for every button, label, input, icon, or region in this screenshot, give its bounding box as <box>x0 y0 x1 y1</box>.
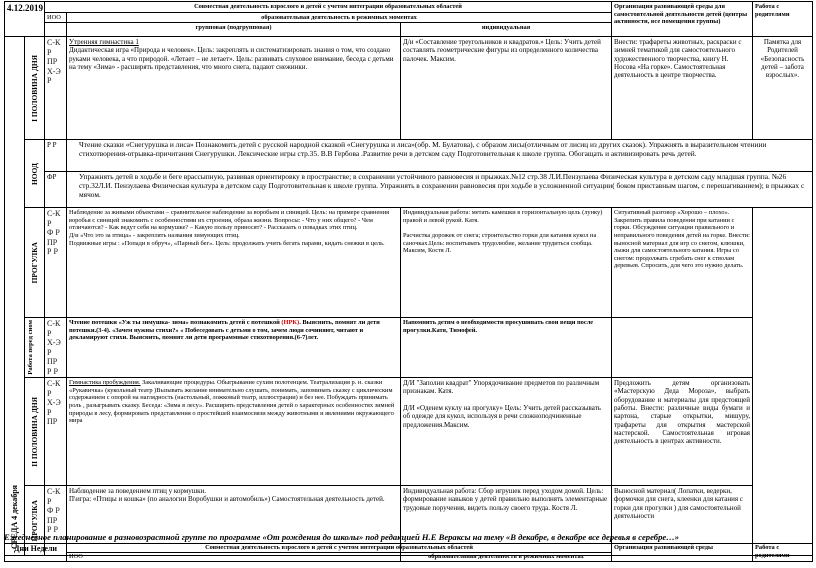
morning-individual: Д/и «Составление треугольников и квадратов.» Цель: Учить детей составлять геометрические фигуры из определенного количества палочек. Максим. <box>401 37 612 140</box>
half1-label: I ПОЛОВИНА ДНЯ <box>30 54 39 122</box>
edu-regime-header: образовательная деятельность в режимных моментах <box>67 12 612 23</box>
morning-codes: С-К Р ПР Х-Э Р <box>45 37 67 140</box>
morning-group-activity <box>67 37 401 140</box>
sleep-env-empty <box>612 318 753 378</box>
weekday-label: СРЕДА 4 декабря <box>10 485 19 550</box>
days-header: Дни Недели <box>5 544 67 562</box>
walk2-label: ПРОГУЛКА <box>30 500 39 542</box>
walk2-group: Наблюдение за поведением птиц у кормушки. П\игра: «Птицы и кошка» (по аналогии Воробушки и автомобиль») Самостоятельная деятельность детей. <box>67 486 401 556</box>
parents-memo: Памятка для Родителей «Безопасность детей – забота взрослых». <box>753 37 813 140</box>
afternoon-environment: Предложить детям организовать «Мастерскую Деда Мороза», выбрать оборудование и материалы для предстоящей работы. Внести: различные виды бумаги и картона, старые открытки, мишуру, трафареты для открытия мастерской мастерской. Самостоятельная игровая деятельность в центрах активности. <box>612 378 753 486</box>
half2-cell <box>25 378 45 486</box>
weekday-cell <box>5 37 25 556</box>
individual-header: индивидуальная <box>401 23 612 37</box>
environment-header: Организация развивающей среды для самостоятельной деятельности детей (центры активности, все помещения группы) <box>612 2 753 37</box>
morning-group-text: Дидактическая игра «Природа и человек». Цель: закреплять и систематизировать знания о том, что создано руками человека, а что природой. «Летает – не летает». Цель: развивать слуховое внимание, беседа с детьми на тему «Зима» - расширять представления, что много снега, падают снежинки. <box>69 46 394 72</box>
ioo-empty <box>45 23 67 37</box>
walk2-individual: Индивидуальная работа: Сбор игрушек перед уходом домой. Цель: формирование навыков у детей правильно выполнять элементарные трудовые поручения, видеть пользу своего труда. Костя Л. <box>401 486 612 556</box>
sleep-codes: С-К Р Х-Э Р ПР Р Р <box>45 318 67 378</box>
joint-activity-header: Совместная деятельность взрослого и детей с учетом интеграции образовательных областей <box>45 2 612 13</box>
header-row-1 <box>5 2 813 13</box>
afternoon-group-text: Закаливающие процедуры. Обыгрывание сухим полотенцем. Театрализация р. н. сказки «Рукавичка» (кукольный театр )Вызывать желание внимательно слушать, понимать, запоминать сказку с циклическим содержанием с опорой на наглядность (настольный, ложковый театр, иллюстрации) и без нее. Побуждать принимать роль , разыгрывать сказку. Беседа: «Зима в лесу». Расширять представления детей о характерных особенностях зимней природы в лесу, формировать представления о простейшей взаимосвязи между животными и явлениями окружающего мира <box>69 379 395 425</box>
footer-joint-header: Совместная деятельность взрослого и детей с учетом интеграции образовательных областей <box>67 544 612 553</box>
group-header: групповая (подгрупповая) <box>67 23 401 37</box>
footer-ioo: ИОО <box>67 553 401 562</box>
nod1-text: Чтение сказки «Снегурушка и лиса» Познакомить детей с русской народной сказкой «Снегурушка и лиса»(обр. М. Булатова), с образом лисы(отличным от лисиц из других сказок). Упражнять в выразительном чтениии стихотворения-отрывка-причитания Снегурушки. Лексические игры стр.35. В.В Гербова .Развитие речи в детском саду Подготовительная к школе группа. Обогащать и активизировать речь детей. <box>67 140 813 172</box>
morning-row <box>5 37 813 140</box>
walk1-group: Наблюдение за живыми объектами – сравнительное наблюдение за воробьем и синицей. Цель: на примере сравнения воробья с синицей знакомить с особенностями их строения, образа жизни. Вопросы: - Что у них общего? - Чем отличаются? - Как ведут себя на кормушке? – Какую пользу приносят? - Рассказать о повадках этих птиц. Д/и «Что это за птица» - закреплять названия зимующих птиц. Подвижные игры : «Попади в обруч», «Парный бег». Цель: продолжать учить бегать парами, кидать снежки в цель. <box>67 208 401 318</box>
planning-table <box>4 1 813 556</box>
walk1-individual: Индивидуальная работа: метать камешки в горизонтальную цель (лунку) правой и левой рукой. Катя. Расчистка дорожек от снега; строительство горки для катания кукол на саночках.Цель: воспитывать трудолюбие, желание трудиться сообща. Максим, Костя Л. <box>401 208 612 318</box>
sleep-label: Работа перед сном <box>27 320 34 375</box>
footer-edu-regime: образовательная деятельность в режимных моментах <box>401 553 612 562</box>
awakening-gym-title: Гимнастика пробуждения. <box>69 379 141 387</box>
walk1-row <box>5 208 813 318</box>
walk1-cell <box>25 208 45 318</box>
ioo-header: ИОО <box>45 12 67 23</box>
morning-gymnastics-title: Утренняя гимнастика 1 <box>69 38 139 47</box>
walk1-environment: Ситуативный разговор «Хорошо – плохо». Закрепить правила поведения при катании с горки. Обсуждение ситуации правильного и неправильного поведения детей на горке. Внести: выносной материал для игр со снегом, клюшки, лыжи для самостоятельного катания. Игры со снегом: продолжать сгребать снег к стволам деревьев. Спросить, для чего это нужно делать. <box>612 208 753 318</box>
nod-row-1 <box>5 140 813 172</box>
nrk-mark: (НРК) <box>281 319 300 327</box>
sleep-cell <box>25 318 45 378</box>
parents-header: Работа с родителями <box>753 2 813 37</box>
nod2-code: ФР <box>45 172 67 208</box>
half2-label: II ПОЛОВИНА ДНЯ <box>30 396 39 467</box>
footer-env-header: Организация развивающей среды <box>612 544 753 562</box>
walk2-environment: Выносной материал( Лопатки, ведерки, формочки для снега, клеенки для катания с горки для прогулки ) для самостоятельной деятельности <box>612 486 753 556</box>
walk1-codes: С-К Р Ф Р ПР Р Р <box>45 208 67 318</box>
half1-cell <box>25 37 45 140</box>
sleep-group <box>67 318 401 378</box>
sleep-group-a: Чтение потешки «Уж ты зимушка- зима» познакомить детей с потешкой <box>69 319 282 327</box>
parents-empty <box>753 208 813 556</box>
nod-cell <box>25 140 45 208</box>
planning-title: Ежедневное планирование в разновозрастной группе по программе «От рождения до школы» под редакцией Н.Е Вераксы на тему «В декабре, в декабре все деревья в серебре…» <box>4 532 680 542</box>
walk1-label: ПРОГУЛКА <box>30 242 39 284</box>
nod-row-2 <box>5 172 813 208</box>
nod2-text: Упражнять детей в ходьбе и беге врассыпную, развивая ориентировку в пространстве; в сохранении устойчивого равновесия и прыжках.№12 стр.38 Л.И.Пензулаева Физическая культура в детском саду младшая группа. №26 стр.32Л.И. Пензулаева Физическая культура в детском саду Подготовительная к школе группа. Упражнять в сохранении равновесия при ходьбе в усложненной ситуации( боком приставным шагом, с перешагиванием); в прыжках с мячом. <box>67 172 813 208</box>
next-table-header <box>4 543 813 562</box>
sleep-row <box>5 318 813 378</box>
sleep-group-b: . Выяснить, помнят ли дети потешки.(3-4). «Зачем нужны стихи?» « Побеседовать с детьми о том, зачем люди сочиняют, читают и декламируют стихи. Выяснить, помнят ли дети программные стихотворения.(6-7)лет. <box>69 319 380 342</box>
sleep-individual: Напомнить детям о необходимости просушивать свои вещи после прогулки.Катя, Тимофей. <box>401 318 612 378</box>
footer-parents-header: Работа с родителями <box>753 544 813 562</box>
date-cell: 4.12.2019 <box>5 2 45 37</box>
afternoon-row <box>5 378 813 486</box>
nod-label: НООД <box>30 162 39 185</box>
walk2-codes: С-К Р Ф Р ПР Р Р <box>45 486 67 556</box>
nod1-code: Р Р <box>45 140 67 172</box>
morning-environment: Внести: трафареты животных, раскраски с зимней тематикой для самостоятельного художественного творчества, книгу Н. Носова «На горке». Самостоятельная деятельность в центре творчества. <box>612 37 753 140</box>
next-page-header <box>4 532 812 562</box>
afternoon-codes: С-К Р Х-Э Р ПР <box>45 378 67 486</box>
afternoon-individual: Д/И "Заполни квадрат" Упорядочивание предметов по различным признакам. Катя. Д/И «Оденем куклу на прогулку» Цель: Учить детей рассказывать об одежде для кукол, используя в речи сложноподчиненные предложения.Максим. <box>401 378 612 486</box>
afternoon-group <box>67 378 401 486</box>
